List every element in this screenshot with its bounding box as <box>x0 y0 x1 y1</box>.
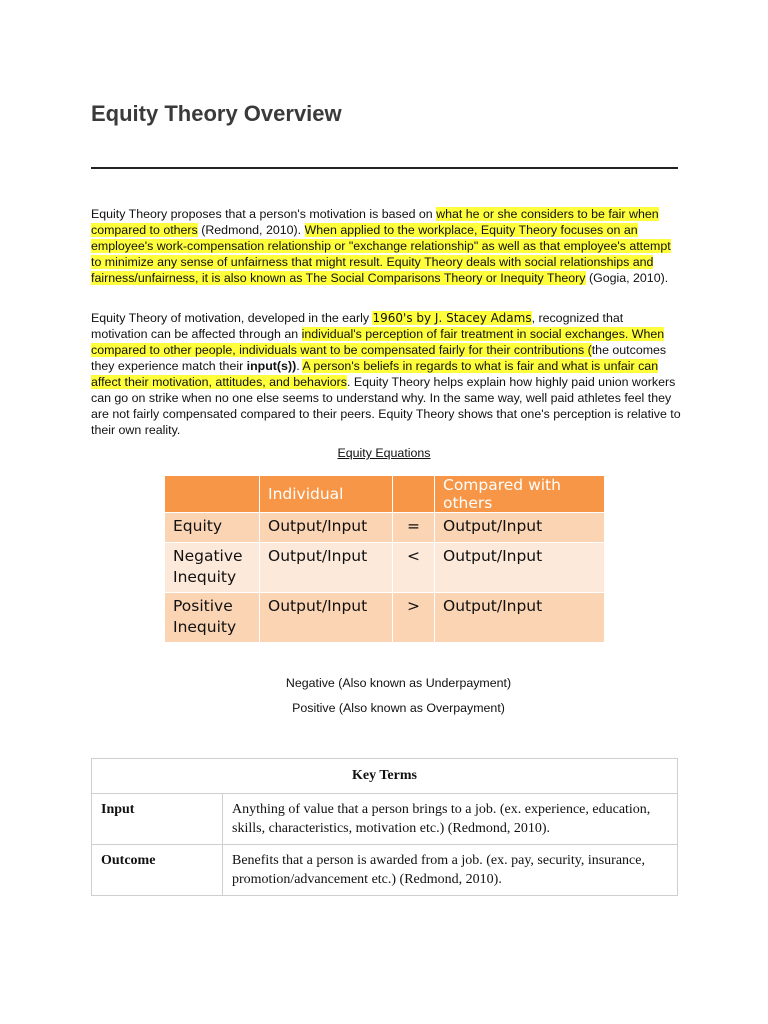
term-cell: Input <box>92 794 223 845</box>
highlighted-text: 1960's by J. Stacey Adams <box>372 311 532 325</box>
table-cell: Output/Input <box>260 593 393 643</box>
definition-cell: Benefits that a person is awarded from a job. (ex. pay, security, insurance, promotion/advancement etc.) (Redmond, 2010). <box>223 845 678 896</box>
table-row <box>165 543 605 593</box>
table-header-cell: Individual <box>260 476 393 513</box>
bold-text: input(s)) <box>246 359 297 373</box>
table-header-cell: Compared with others <box>435 476 605 513</box>
table-header-row <box>165 476 605 513</box>
text-run: (Gogia, 2010). <box>585 271 669 285</box>
text-run: the outcomes they experience match their <box>91 343 667 373</box>
table-cell: Output/Input <box>435 543 605 593</box>
table-cell: < <box>393 543 435 593</box>
text-run: . Equity Theory helps explain how highly paid union workers can go on strike when no one else seems to understand why. In the same way, well paid athletes feel they are not fairly compensated compared to their peers. Equity Theory shows that one's perception is relative to their own reality. <box>91 375 681 437</box>
equity-equations-table <box>165 476 605 642</box>
table-header-cell <box>165 476 260 513</box>
intro-paragraph <box>91 206 681 286</box>
table-cell: Positive Inequity <box>165 593 260 643</box>
table-cell: > <box>393 593 435 643</box>
page-title: Equity Theory Overview <box>91 101 342 126</box>
positive-note: Positive (Also known as Overpayment) <box>292 701 505 715</box>
table-row <box>92 845 678 896</box>
table-cell: Negative Inequity <box>165 543 260 593</box>
title-divider <box>91 167 678 169</box>
table-row <box>165 593 605 643</box>
table-cell: Output/Input <box>260 543 393 593</box>
table-row <box>165 513 605 543</box>
equations-caption: Equity Equations <box>337 446 431 460</box>
text-run: . <box>296 359 303 373</box>
term-cell: Outcome <box>92 845 223 896</box>
motivation-paragraph <box>91 310 681 438</box>
table-cell: Equity <box>165 513 260 543</box>
highlighted-text: A person's beliefs in regards to what is fair and what is unfair can affect their motivation, attitudes, and behaviors <box>91 359 659 389</box>
text-run: Equity Theory of motivation, developed in the early <box>91 311 373 325</box>
table-cell: Output/Input <box>260 513 393 543</box>
definition-cell: Anything of value that a person brings to a job. (ex. experience, education, skills, characteristics, motivation etc.) (Redmond, 2010). <box>223 794 678 845</box>
key-terms-table <box>91 758 678 896</box>
highlighted-text: individual's perception of fair treatment in social exchanges. When compared to other people, individuals want to be compensated fairly for their contributions ( <box>91 327 665 357</box>
text-run: , recognized that motivation can be affected through an <box>91 311 624 341</box>
highlighted-text: what he or she considers to be fair when compared to others <box>91 207 659 237</box>
text-run: (Redmond, 2010). <box>197 223 305 237</box>
table-cell: = <box>393 513 435 543</box>
table-row <box>92 794 678 845</box>
table-cell: Output/Input <box>435 593 605 643</box>
table-cell: Output/Input <box>435 513 605 543</box>
negative-note: Negative (Also known as Underpayment) <box>285 676 512 690</box>
table-header-row <box>92 759 678 794</box>
key-terms-heading: Key Terms <box>92 759 678 794</box>
table-header-cell <box>393 476 435 513</box>
highlighted-text: When applied to the workplace, Equity Theory focuses on an employee's work-compensation relationship or "exchange relationship" as well as that employee's attempt to minimize any sense of unfairness that might result. Equity Theory deals with social relationships and fairness/unfairness, it is also known as The Social Comparisons Theory or Inequity Theory <box>91 223 671 285</box>
text-run: Equity Theory proposes that a person's motivation is based on <box>91 207 437 221</box>
